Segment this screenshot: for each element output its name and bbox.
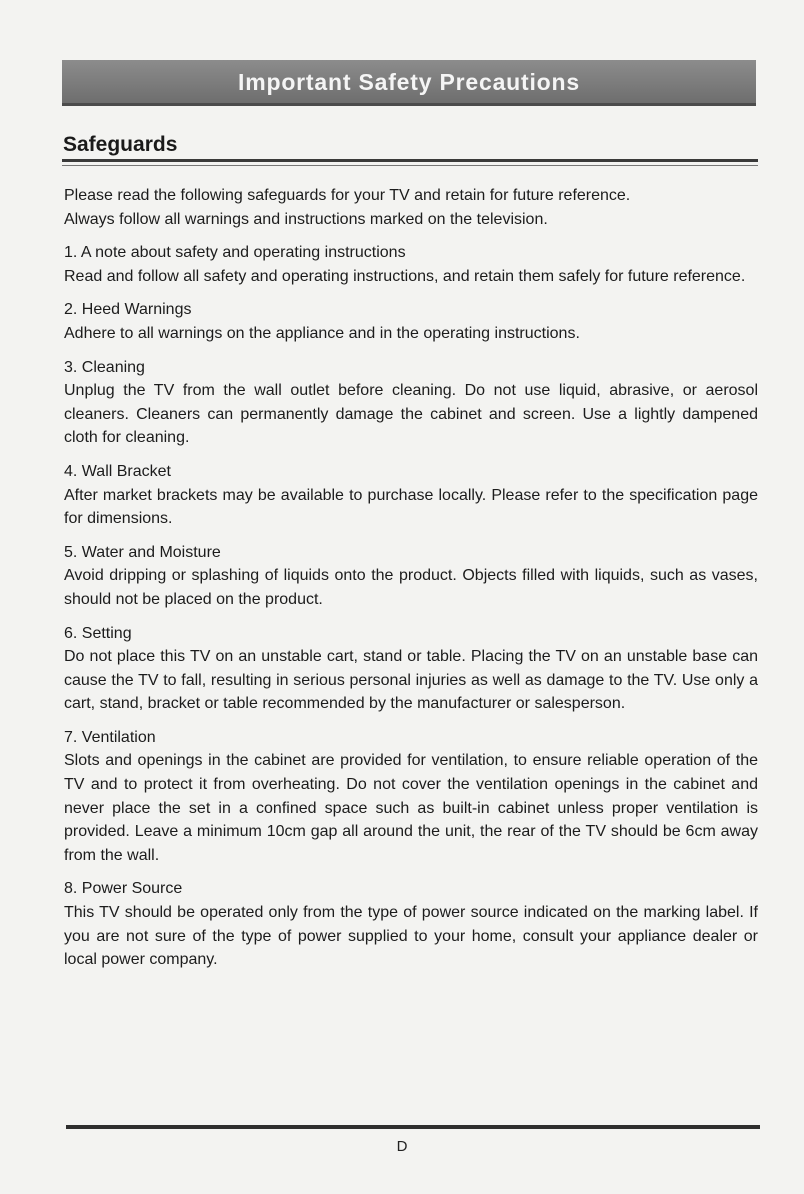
safeguard-item-5	[64, 541, 758, 612]
item-body: Adhere to all warnings on the appliance and in the operating instructions.	[64, 324, 580, 342]
section-title: Safeguards	[63, 133, 178, 156]
safeguard-item-1	[64, 241, 758, 288]
safeguard-item-8	[64, 877, 758, 971]
safeguard-item-6	[64, 622, 758, 716]
item-body: Avoid dripping or splashing of liquids onto the product. Objects filled with liquids, such as vases, should not be placed on the product.	[64, 567, 758, 608]
item-title: 3. Cleaning	[64, 358, 145, 376]
page-title: Important Safety Precautions	[238, 69, 580, 95]
intro-line-1: Please read the following safeguards for your TV and retain for future reference.	[64, 187, 631, 204]
page-number: D	[396, 1138, 408, 1155]
item-body: Read and follow all safety and operating instructions, and retain them safely for future reference.	[64, 267, 746, 285]
header-banner	[62, 60, 756, 106]
item-body: Slots and openings in the cabinet are provided for ventilation, to ensure reliable operation of the TV and to protect it from overheating. Do not cover the ventilation openings in the cabinet and never place the set in a confined space such as built-in cabinet unless proper ventilation is provided. Leave a minimum 10cm gap all around the unit, the rear of the TV should be 6cm away from the wall.	[64, 752, 758, 864]
safeguard-item-2	[64, 298, 758, 345]
safeguard-item-7	[64, 726, 758, 868]
safeguard-item-4	[64, 460, 758, 531]
item-body: After market brackets may be available to purchase locally. Please refer to the specification page for dimensions.	[64, 486, 758, 528]
intro	[64, 184, 758, 231]
item-title: 5. Water and Moisture	[64, 543, 221, 561]
safeguard-item-3	[64, 356, 758, 450]
item-body: Unplug the TV from the wall outlet before cleaning. Do not use liquid, abrasive, or aerosol cleaners. Cleaners can permanently damage the cabinet and screen. Use a lightly dampened cloth for cleaning.	[64, 382, 758, 447]
intro-line-2: Always follow all warnings and instructions marked on the television.	[64, 210, 548, 228]
item-title: 8. Power Source	[64, 880, 183, 898]
item-title: 1. A note about safety and operating instructions	[64, 244, 406, 262]
section-divider	[62, 159, 758, 162]
document-body	[64, 184, 758, 972]
item-title: 7. Ventilation	[64, 728, 156, 746]
item-title: 2. Heed Warnings	[64, 301, 192, 319]
footer-divider	[66, 1125, 760, 1129]
section-divider-thin	[62, 165, 758, 166]
item-body: This TV should be operated only from the type of power source indicated on the marking label. If you are not sure of the type of power supplied to your home, consult your appliance dealer or local power company.	[64, 904, 758, 969]
item-title: 4. Wall Bracket	[64, 462, 171, 480]
item-title: 6. Setting	[64, 624, 132, 642]
item-body: Do not place this TV on an unstable cart, stand or table. Placing the TV on an unstable base can cause the TV to fall, resulting in serious personal injuries as well as damage to the TV. Use only a cart, stand, bracket or table recommended by the manufacturer or salesperson.	[64, 648, 758, 713]
